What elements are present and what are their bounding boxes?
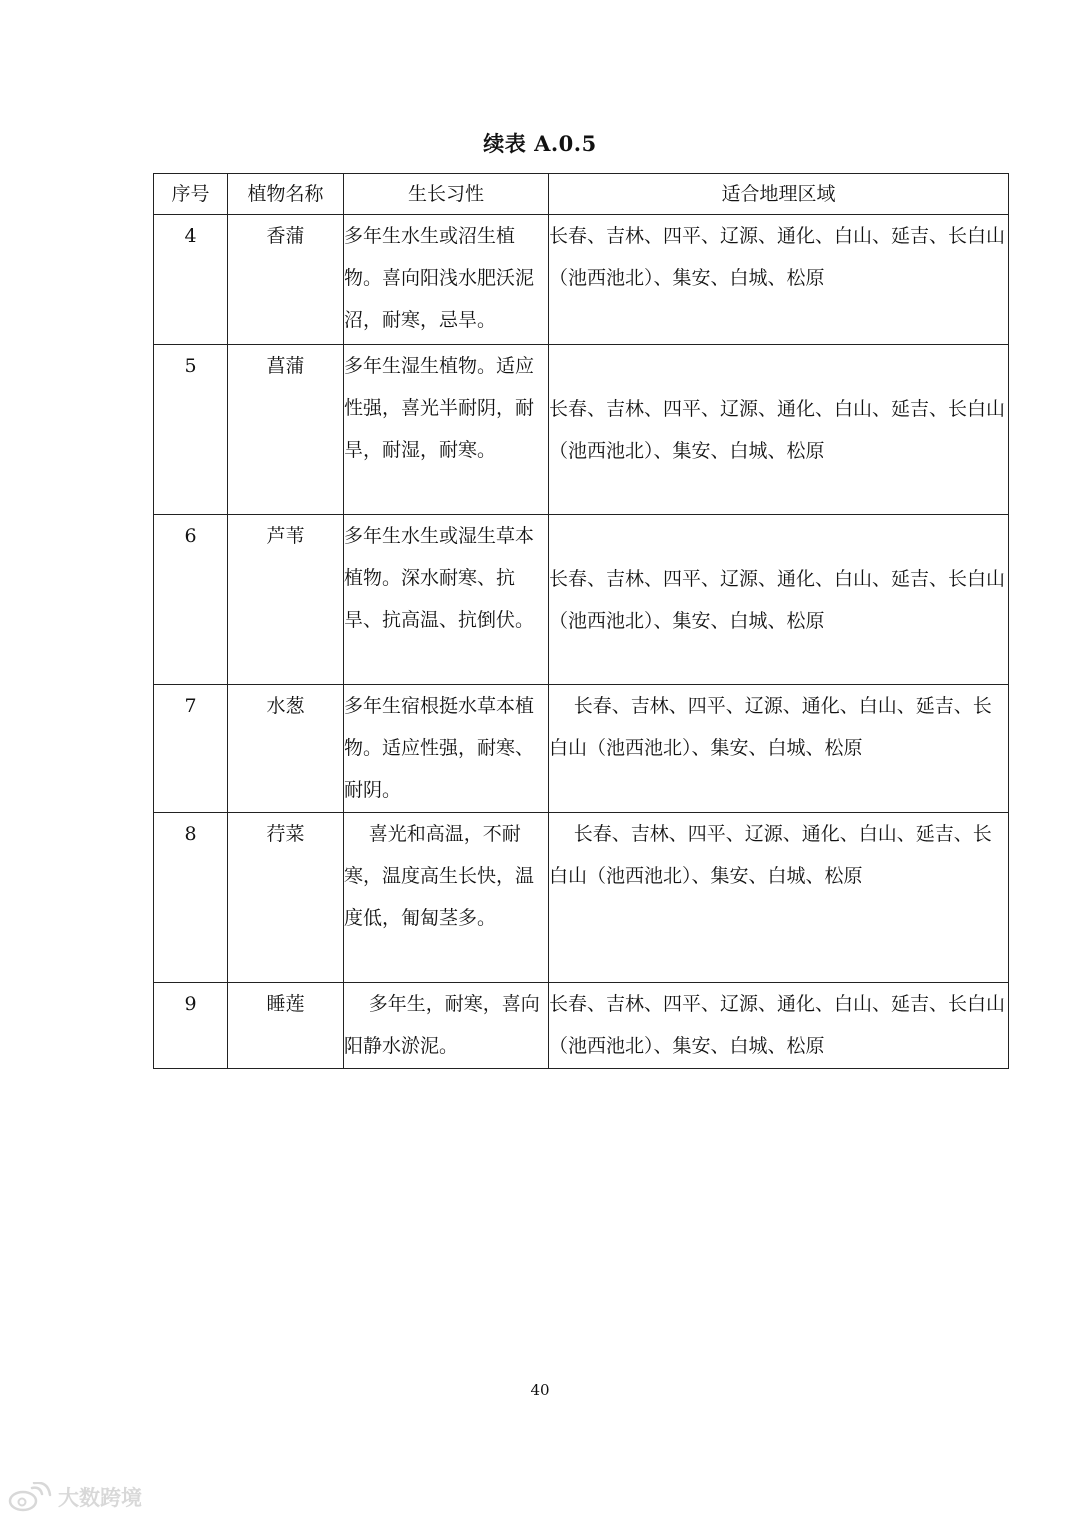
cell-plant-name: 睡莲 [228, 983, 344, 1069]
table-row [154, 813, 1009, 983]
table-row [154, 515, 1009, 685]
cell-habit: 多年生水生或湿生草本植物。深水耐寒、抗旱、抗高温、抗倒伏。 [344, 515, 549, 685]
cell-region: 长春、吉林、四平、辽源、通化、白山、延吉、长白山（池西池北）、集安、白城、松原 [549, 983, 1009, 1069]
cell-region-text: 长春、吉林、四平、辽源、通化、白山、延吉、长白山（池西池北）、集安、白城、松原 [549, 695, 992, 759]
table-row [154, 345, 1009, 515]
header-region: 适合地理区域 [549, 174, 1009, 215]
header-plant-name: 植物名称 [228, 174, 344, 215]
watermark-text: 大数跨境 [58, 1486, 142, 1510]
cell-no: 4 [154, 215, 228, 345]
cell-habit-text: 多年生，耐寒，喜向阳静水淤泥。 [344, 993, 540, 1057]
cell-habit-text: 喜光和高温，不耐寒，温度高生长快，温度低，匍匐茎多。 [344, 823, 535, 929]
cell-region [549, 813, 1009, 983]
header-habit: 生长习性 [344, 174, 549, 215]
cell-no: 9 [154, 983, 228, 1069]
table-row [154, 685, 1009, 813]
cell-plant-name: 香蒲 [228, 215, 344, 345]
cell-region: 长春、吉林、四平、辽源、通化、白山、延吉、长白山（池西池北）、集安、白城、松原 [549, 215, 1009, 345]
cell-region-text: 长春、吉林、四平、辽源、通化、白山、延吉、长白山（池西池北）、集安、白城、松原 [549, 823, 992, 887]
table-header-row [154, 174, 1009, 215]
weibo-logo-icon [8, 1482, 52, 1512]
header-no: 序号 [154, 174, 228, 215]
cell-plant-name: 荇菜 [228, 813, 344, 983]
cell-region: 长春、吉林、四平、辽源、通化、白山、延吉、长白山（池西池北）、集安、白城、松原 [549, 345, 1009, 515]
table-row [154, 983, 1009, 1069]
cell-no: 5 [154, 345, 228, 515]
cell-region: 长春、吉林、四平、辽源、通化、白山、延吉、长白山（池西池北）、集安、白城、松原 [549, 515, 1009, 685]
cell-no: 8 [154, 813, 228, 983]
cell-no: 6 [154, 515, 228, 685]
cell-habit [344, 983, 549, 1069]
table-row [154, 215, 1009, 345]
cell-habit: 多年生宿根挺水草本植物。适应性强，耐寒、耐阴。 [344, 685, 549, 813]
cell-habit [344, 813, 549, 983]
cell-habit: 多年生水生或沼生植物。喜向阳浅水肥沃泥沼，耐寒，忌旱。 [344, 215, 549, 345]
plant-table [153, 173, 1009, 1069]
cell-plant-name: 水葱 [228, 685, 344, 813]
page-number: 40 [530, 1381, 550, 1399]
table-title: 续表 A.0.5 [483, 131, 597, 156]
cell-plant-name: 芦苇 [228, 515, 344, 685]
cell-region [549, 685, 1009, 813]
cell-no: 7 [154, 685, 228, 813]
watermark [8, 1482, 142, 1512]
cell-plant-name: 菖蒲 [228, 345, 344, 515]
cell-habit: 多年生湿生植物。适应性强，喜光半耐阴，耐旱，耐湿，耐寒。 [344, 345, 549, 515]
